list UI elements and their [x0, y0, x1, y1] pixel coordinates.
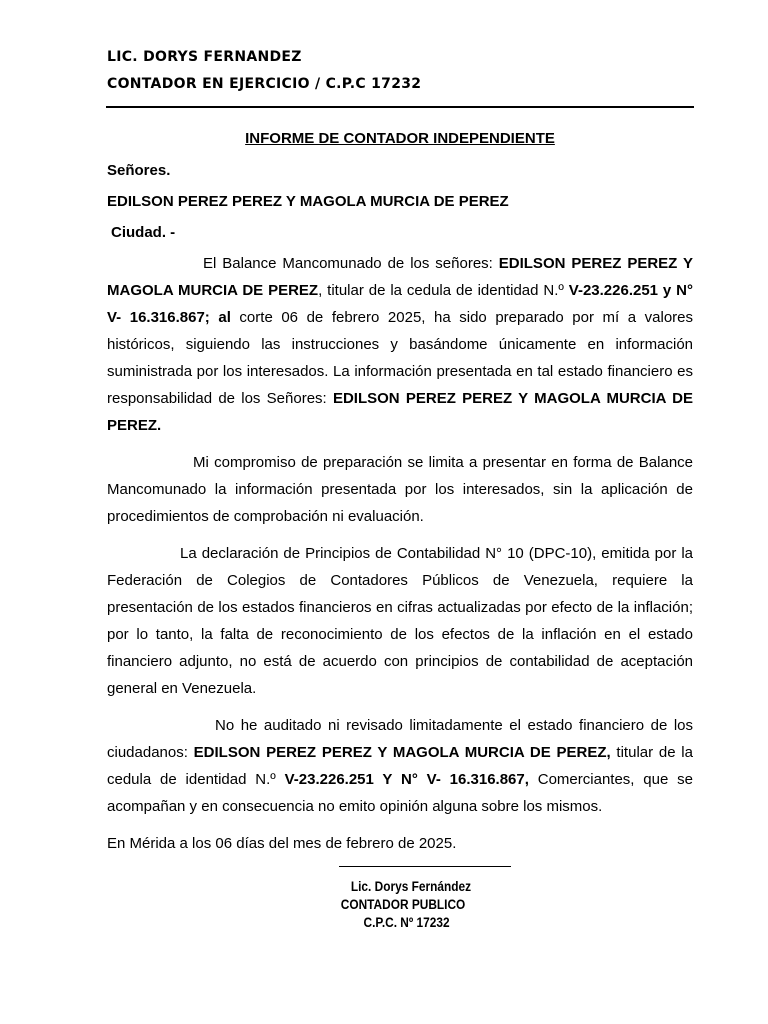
text-run: No he auditado ni revisado limitadamente el estado financiero de los ciudadanos:: [107, 717, 693, 761]
signer-name: Lic. Dorys Fernández: [350, 879, 472, 894]
signature-line: [339, 866, 511, 867]
report-body: [107, 125, 693, 867]
accountant-name: LIC. DORYS FERNANDEZ: [107, 49, 302, 65]
paragraph-commitment: Mi compromiso de preparación se limita a presentar en forma de Balance Mancomunado la información presentada por los interesados, sin la aplicación de procedimientos de comprobación ni evaluación.: [107, 454, 693, 525]
bold-text-run: EDILSON PEREZ PEREZ Y MAGOLA MURCIA DE PEREZ,: [193, 744, 611, 761]
signer-title: CONTADOR PUBLICO: [340, 897, 466, 912]
report-title: INFORME DE CONTADOR INDEPENDIENTE: [245, 130, 555, 147]
text-run: , titular de la cedula de identidad N.º: [318, 282, 569, 299]
signer-cpc: C.P.C. Nº 17232: [363, 915, 450, 930]
signature-block: [330, 878, 476, 932]
text-run: El Balance Mancomunado de los señores:: [203, 255, 499, 272]
bold-text-run: V-23.226.251 Y N° V- 16.316.867,: [284, 771, 529, 788]
recipients: EDILSON PEREZ PEREZ Y MAGOLA MURCIA DE PEREZ: [107, 193, 509, 210]
text-run: titular de la cedula de identidad N.º: [107, 744, 693, 788]
bold-text-run: V-23.226.251 y N° V- 16.316.867; al: [107, 282, 693, 326]
paragraph-dpc10: La declaración de Principios de Contabilidad N° 10 (DPC-10), emitida por la Federación de Colegios de Contadores Públicos de Venezuela, requiere la presentación de los estados financieros en cifras actualizadas por efecto de la inflación; por lo tanto, la falta de reconocimiento de los efectos de la inflación en el estado financiero adjunto, no está de acuerdo con principios de contabilidad de aceptación general en Venezuela.: [107, 545, 693, 697]
bold-text-run: EDILSON PEREZ PEREZ Y MAGOLA MURCIA DE PEREZ: [107, 255, 693, 299]
text-run: Comerciantes, que se acompañan y en consecuencia no emito opinión alguna sobre los mismos.: [107, 771, 694, 815]
salutation: Señores.: [107, 162, 171, 179]
closing-line: En Mérida a los 06 días del mes de febrero de 2025.: [107, 835, 457, 852]
accountant-role: CONTADOR EN EJERCICIO / C.P.C 17232: [107, 76, 422, 92]
letterhead: [107, 44, 421, 98]
text-run: corte 06 de febrero 2025, ha sido preparado por mí a valores históricos, siguiendo las instrucciones y basándome únicamente en información suministrada por los interesados. La información presentada en tal estado financiero es responsabilidad de los Señores:: [107, 309, 693, 407]
bold-text-run: EDILSON PEREZ PEREZ Y MAGOLA MURCIA DE PEREZ.: [107, 390, 693, 434]
paragraph-balance: [107, 250, 693, 439]
paragraph-no-opinion: [107, 712, 693, 820]
header-divider: [106, 106, 694, 108]
city-line: Ciudad. -: [111, 224, 176, 241]
